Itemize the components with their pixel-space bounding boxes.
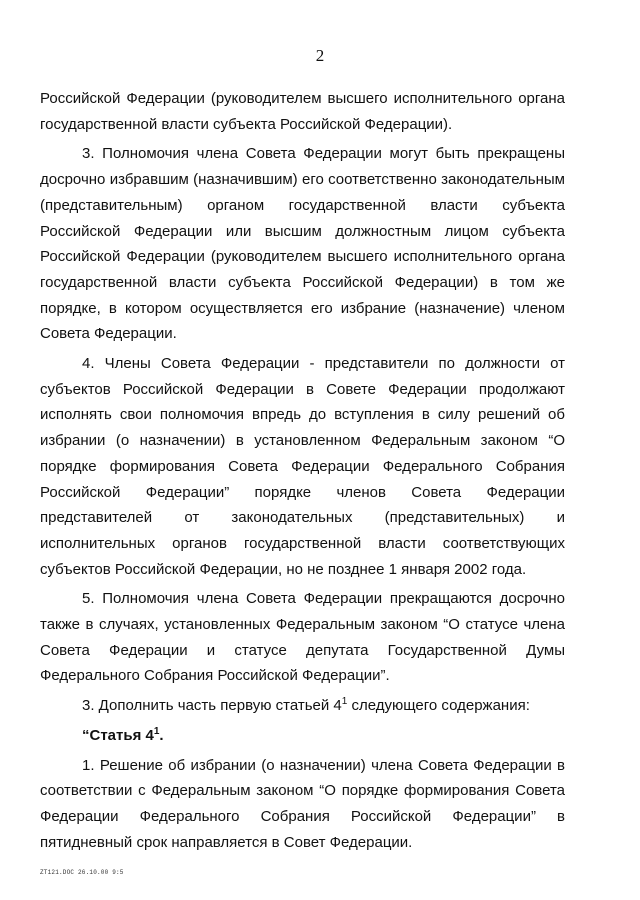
paragraph-item-5: 5. Полномочия члена Совета Федерации прекращаются досрочно также в случаях, установленных Федеральным законом “О статусе члена Совета Федерации и статусе депутата Государственной Думы Федерального Собрания Российской Федерации”. xyxy=(40,590,565,685)
paragraph-continuation: Российской Федерации (руководителем высшего исполнительного органа государственной власти субъекта Российской Федерации). xyxy=(40,90,565,133)
document-body xyxy=(40,86,565,859)
amendment-text: 3. Дополнить часть первую статьей 4 xyxy=(82,697,342,715)
page-number: 2 xyxy=(315,46,325,65)
article-heading-text-after: . xyxy=(159,726,164,744)
article-heading-text: “Статья 4 xyxy=(82,726,154,744)
article-heading-superscript: 1 xyxy=(153,725,160,737)
amendment-text-after: следующего содержания: xyxy=(347,697,530,715)
article-paragraph-1: 1. Решение об избрании (о назначении) члена Совета Федерации в соответствии с Федеральным законом “О порядке формирования Совета Федерации Федерального Собрания Российской Федерации” в пятидневный срок направляется в Совет Федерации. xyxy=(40,756,565,851)
paragraph-item-3: 3. Полномочия члена Совета Федерации могут быть прекращены досрочно избравшим (назначившим) его соответственно законодательным (представительным) органом государственной власти субъекта Российской Федерации или высшим должностным лицом субъекта Российской Федерации (руководителем высшего исполнительного органа государственной власти субъекта Российской Федерации) в том же порядке, в котором осуществляется его избрание (назначение) членом Совета Федерации. xyxy=(40,145,565,343)
paragraph-item-4: 4. Члены Совета Федерации - представители по должности от субъектов Российской Федерации в Совете Федерации продолжают исполнять свои полномочия впредь до вступления в силу решений об избрании (о назначении) в установленном Федеральным законом “О порядке формирования Совета Федерации Федерального Собрания Российской Федерации” порядке членов Совета Федерации представителей от законодательных (представительных) и исполнительных органов государственной власти соответствующих субъектов Российской Федерации, но не позднее 1 января 2002 года. xyxy=(40,355,565,578)
article-heading xyxy=(40,723,565,749)
footer-document-code: ZT121.DOC 26.10.00 9:5 xyxy=(40,869,124,876)
amendment-superscript: 1 xyxy=(341,696,348,708)
amendment-instruction xyxy=(40,693,565,719)
